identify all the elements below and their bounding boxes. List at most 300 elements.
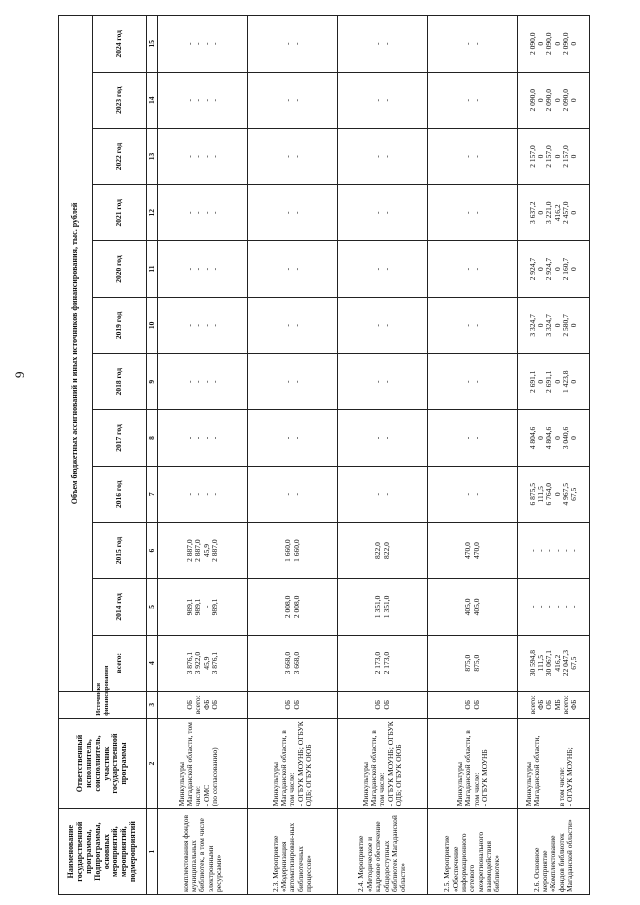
- header-source: Источники финансирования: [59, 691, 147, 718]
- budget-table: [58, 15, 590, 895]
- value-line: -: [373, 380, 383, 383]
- value-line: -: [185, 42, 194, 46]
- value-line: -: [291, 436, 301, 440]
- value-cell: [518, 635, 590, 691]
- value-line: 3 324,7: [527, 314, 537, 337]
- value-line: -: [201, 324, 211, 327]
- value-cell: [518, 354, 590, 410]
- column-number: 3: [147, 691, 158, 718]
- value-cell: [518, 466, 590, 522]
- value-line: -: [463, 211, 473, 215]
- value-cell: [158, 16, 248, 73]
- source-line: всего:: [527, 695, 537, 715]
- value-cell: [338, 466, 428, 522]
- value-line: -: [381, 436, 391, 440]
- value-cell: [248, 128, 338, 184]
- value-cell: [248, 241, 338, 297]
- value-line: 3 040,6: [560, 426, 570, 450]
- value-line: -: [373, 155, 383, 158]
- executor-cell: [158, 718, 248, 809]
- value-line: 4 804,6: [544, 426, 554, 450]
- value-cell: [158, 72, 248, 128]
- value-line: -: [471, 493, 481, 496]
- column-number: 8: [147, 410, 158, 466]
- value-line: 2 157,0: [544, 145, 554, 168]
- value-line: -: [193, 436, 203, 440]
- source-line: ФБ: [569, 699, 578, 710]
- value-line: 989,1: [185, 598, 194, 616]
- value-line: -: [471, 436, 481, 440]
- executor-line: Минкультуры Магаданской области, в том числе:: [360, 730, 387, 807]
- value-line: -: [463, 98, 473, 102]
- value-cell: [518, 297, 590, 353]
- value-line: 822,0: [381, 542, 391, 560]
- source-line: ОБ: [283, 699, 293, 710]
- value-line: 0: [552, 98, 562, 103]
- value-line: 2 457,0: [560, 201, 570, 225]
- value-line: 2 157,0: [560, 145, 570, 168]
- value-line: -: [185, 436, 194, 440]
- value-line: -: [373, 98, 383, 102]
- value-line: -: [283, 380, 293, 383]
- column-number: 5: [147, 579, 158, 635]
- value-cell: [428, 410, 518, 466]
- value-line: 2 691,1: [544, 370, 554, 393]
- value-cell: [428, 72, 518, 128]
- header-volume: Объем бюджетных ассигнований и иных источников финансирования, тыс. рублей: [59, 16, 93, 692]
- value-line: 2 090,0: [527, 88, 537, 112]
- source-line: ФБ: [536, 699, 545, 710]
- table-row: [158, 16, 248, 895]
- executor-line: - ОМС: [201, 784, 211, 807]
- header-year: 2022 год: [93, 128, 147, 184]
- value-line: -: [463, 493, 473, 496]
- value-cell: [248, 72, 338, 128]
- column-number: 1: [147, 809, 158, 895]
- value-line: -: [381, 493, 391, 496]
- value-line: -: [201, 98, 211, 102]
- value-line: -: [185, 380, 194, 383]
- value-line: -: [291, 380, 301, 383]
- executor-cell: [338, 718, 428, 809]
- source-line: всего:: [560, 695, 570, 715]
- column-number: 4: [147, 635, 158, 691]
- rotated-table-wrapper: [58, 15, 590, 895]
- value-cell: [428, 16, 518, 73]
- value-line: 2 157,0: [527, 145, 537, 168]
- value-line: -: [291, 211, 301, 215]
- value-cell: [248, 466, 338, 522]
- value-line: -: [283, 267, 293, 271]
- executor-line: [219, 721, 227, 807]
- value-line: -: [283, 493, 293, 496]
- value-line: -: [283, 211, 293, 215]
- value-line: 30 067,1: [544, 650, 554, 677]
- value-line: 2 090,0: [560, 32, 570, 56]
- value-line: 0: [569, 154, 578, 159]
- value-line: 0: [536, 379, 545, 384]
- value-line: -: [463, 436, 473, 440]
- value-cell: [158, 522, 248, 578]
- value-line: 0: [536, 210, 545, 215]
- value-line: 405,0: [471, 598, 481, 616]
- value-cell: [428, 354, 518, 410]
- value-line: -: [463, 324, 473, 327]
- value-line: -: [552, 549, 562, 552]
- value-line: -: [209, 155, 219, 158]
- value-line: -: [185, 98, 194, 102]
- executor-line: [574, 721, 582, 807]
- value-cell: [248, 579, 338, 635]
- value-line: 0: [536, 323, 545, 328]
- table-row: [518, 16, 590, 895]
- header-year: 2019 год: [93, 297, 147, 353]
- value-line: -: [201, 436, 211, 440]
- value-line: -: [381, 380, 391, 383]
- value-line: -: [193, 380, 203, 383]
- value-cell: [518, 579, 590, 635]
- value-line: -: [373, 324, 383, 327]
- column-number: 9: [147, 354, 158, 410]
- program-name-cell: 2.3. Мероприятие «Модернизация автоматизирован-ных библиотечных процессов»: [248, 809, 338, 895]
- value-line: 0: [552, 267, 562, 271]
- value-line: -: [201, 155, 211, 158]
- value-cell: [428, 128, 518, 184]
- header-executor: Ответственный исполнитель, соисполнитель, участник государственной программы: [59, 718, 147, 809]
- value-line: 0: [552, 379, 562, 384]
- value-cell: [338, 16, 428, 73]
- value-cell: [518, 185, 590, 241]
- source-line: ОБ: [209, 699, 219, 710]
- value-line: 2 173,0: [381, 651, 391, 675]
- value-line: -: [193, 42, 203, 46]
- executor-line: в том числе:: [556, 767, 566, 807]
- value-line: 111,5: [536, 486, 545, 503]
- value-line: -: [471, 42, 481, 46]
- value-line: 0: [569, 41, 578, 46]
- table-body: [158, 16, 590, 895]
- value-line: -: [193, 493, 203, 496]
- value-line: -: [381, 324, 391, 327]
- source-line: ОБ: [291, 699, 301, 710]
- value-line: -: [291, 267, 301, 271]
- value-cell: [158, 128, 248, 184]
- value-line: 0: [552, 323, 562, 328]
- value-line: 45,9: [201, 656, 211, 670]
- column-number: 13: [147, 128, 158, 184]
- value-cell: [338, 72, 428, 128]
- value-line: -: [209, 493, 219, 496]
- source-line: ОБ: [544, 699, 554, 710]
- value-line: 3 668,0: [291, 651, 301, 675]
- value-line: 875,0: [463, 654, 473, 672]
- value-line: -: [209, 267, 219, 271]
- column-numbers-row: [147, 16, 158, 895]
- value-line: 3 876,1: [209, 651, 219, 675]
- value-line: -: [283, 42, 293, 46]
- source-line: ОБ: [463, 699, 473, 710]
- value-line: 2 887,0: [185, 539, 194, 562]
- value-line: -: [201, 493, 211, 496]
- executor-cell: [428, 718, 518, 809]
- value-line: 2 090,0: [527, 32, 537, 56]
- value-line: 2 090,0: [544, 32, 554, 56]
- value-cell: [248, 16, 338, 73]
- value-line: -: [373, 267, 383, 271]
- column-number: 2: [147, 718, 158, 809]
- value-line: 2 008,0: [291, 595, 301, 619]
- column-number: 11: [147, 241, 158, 297]
- source-line: ОБ: [381, 699, 391, 710]
- value-line: -: [463, 267, 473, 271]
- value-line: 0: [552, 154, 562, 159]
- executor-line: - ОГБУК МОУНБ; ОГБУК ОДБ; ОГБУК ОЮБ: [385, 721, 403, 807]
- value-line: 2 173,0: [373, 651, 383, 675]
- value-line: 822,0: [373, 542, 383, 560]
- value-line: 470,0: [471, 542, 481, 560]
- value-line: 2 090,0: [560, 88, 570, 112]
- value-cell: [428, 297, 518, 353]
- value-line: 3 922,0: [193, 651, 203, 675]
- value-cell: [158, 354, 248, 410]
- source-cell: [518, 691, 590, 718]
- value-line: 2 090,0: [544, 88, 554, 112]
- value-line: 2 887,0: [193, 539, 203, 562]
- value-line: -: [381, 267, 391, 271]
- value-line: -: [185, 493, 194, 496]
- value-line: 3 221,0: [544, 201, 554, 225]
- value-line: 1 351,0: [381, 595, 391, 619]
- value-line: 0: [569, 436, 578, 440]
- header-year: 2015 год: [93, 522, 147, 578]
- value-line: 0: [536, 98, 545, 103]
- header-year: 2024 год: [93, 16, 147, 73]
- value-cell: [158, 410, 248, 466]
- value-cell: [248, 522, 338, 578]
- executor-line: Минкультуры Магаданской области, в том числе:: [455, 730, 481, 807]
- value-cell: [518, 128, 590, 184]
- value-line: 2 160,7: [560, 257, 570, 281]
- value-line: -: [381, 42, 391, 46]
- value-line: 989,1: [209, 598, 219, 616]
- table-row: [338, 16, 428, 895]
- header-year: 2023 год: [93, 72, 147, 128]
- value-line: -: [193, 98, 203, 102]
- value-line: 989,1: [193, 598, 203, 616]
- value-line: 22 047,3: [560, 650, 570, 677]
- source-line: ОБ: [471, 699, 481, 710]
- value-cell: [428, 635, 518, 691]
- value-line: -: [527, 605, 537, 609]
- value-line: -: [185, 211, 194, 215]
- value-line: -: [463, 155, 473, 158]
- source-line: ОБ: [185, 699, 194, 710]
- value-cell: [248, 635, 338, 691]
- value-line: 0: [569, 98, 578, 103]
- value-line: -: [201, 380, 211, 383]
- value-line: 875,0: [471, 654, 481, 672]
- value-cell: [518, 241, 590, 297]
- header-year: 2018 год: [93, 354, 147, 410]
- value-line: 0: [536, 154, 545, 159]
- column-number: 12: [147, 185, 158, 241]
- value-line: 0: [552, 41, 562, 46]
- value-line: -: [560, 605, 570, 609]
- value-line: -: [544, 549, 554, 552]
- executor-cell: [248, 718, 338, 809]
- value-line: -: [291, 324, 301, 327]
- value-line: -: [373, 211, 383, 215]
- value-line: 3 668,0: [283, 651, 293, 675]
- value-line: 0: [536, 267, 545, 271]
- value-line: -: [185, 324, 194, 327]
- value-line: -: [209, 42, 219, 46]
- value-line: -: [544, 605, 554, 609]
- value-line: -: [381, 211, 391, 215]
- value-line: -: [560, 549, 570, 552]
- source-line: ФБ: [201, 699, 211, 710]
- value-line: 67,5: [569, 656, 578, 670]
- executor-line: (по согласованию): [209, 747, 219, 807]
- value-cell: [338, 410, 428, 466]
- value-line: 111,5: [536, 655, 545, 672]
- value-cell: [158, 579, 248, 635]
- value-cell: [428, 241, 518, 297]
- value-line: -: [209, 380, 219, 383]
- source-line: всего:: [193, 695, 203, 715]
- header-year: 2020 год: [93, 241, 147, 297]
- executor-cell: [518, 718, 590, 809]
- value-line: 2 691,1: [527, 370, 537, 393]
- value-line: -: [193, 267, 203, 271]
- value-cell: [338, 297, 428, 353]
- value-line: -: [209, 211, 219, 215]
- value-line: 2 008,0: [283, 595, 293, 619]
- value-line: 0: [552, 436, 562, 440]
- value-line: 2 924,7: [544, 257, 554, 281]
- value-cell: [248, 354, 338, 410]
- value-line: -: [193, 211, 203, 215]
- value-line: 6 875,5: [527, 483, 537, 506]
- value-cell: [158, 297, 248, 353]
- value-line: -: [569, 549, 578, 552]
- value-line: 4 804,6: [527, 426, 537, 450]
- value-line: -: [201, 211, 211, 215]
- value-cell: [248, 410, 338, 466]
- table-row: [248, 16, 338, 895]
- value-line: -: [536, 605, 545, 609]
- value-line: 6 764,0: [544, 483, 554, 506]
- source-cell: [338, 691, 428, 718]
- value-line: 45,9: [201, 544, 211, 558]
- value-line: -: [185, 155, 194, 158]
- value-line: 2 887,0: [209, 539, 219, 562]
- value-line: -: [209, 324, 219, 327]
- value-line: -: [209, 98, 219, 102]
- value-cell: [518, 522, 590, 578]
- header-year: 2021 год: [93, 185, 147, 241]
- column-number: 14: [147, 72, 158, 128]
- value-line: -: [201, 42, 211, 46]
- value-line: -: [463, 380, 473, 383]
- executor-line: [541, 721, 549, 807]
- value-cell: [518, 410, 590, 466]
- source-cell: [428, 691, 518, 718]
- value-line: -: [381, 98, 391, 102]
- value-cell: [248, 297, 338, 353]
- executor-line: - ОГБУК МОУНБ: [479, 749, 489, 807]
- value-line: -: [283, 436, 293, 440]
- value-line: -: [527, 549, 537, 552]
- value-cell: [428, 522, 518, 578]
- value-line: -: [291, 42, 301, 46]
- column-number: 6: [147, 522, 158, 578]
- executor-line: Минкультуры Магаданской области, том числе:: [176, 722, 203, 807]
- value-line: -: [569, 605, 578, 609]
- table-row: [428, 16, 518, 895]
- source-cell: [158, 691, 248, 718]
- value-cell: [338, 354, 428, 410]
- value-line: 0: [569, 210, 578, 215]
- value-line: -: [193, 155, 203, 158]
- source-line: МБ: [552, 699, 562, 711]
- executor-line: - ОГАУК МОУНБ;: [564, 747, 574, 807]
- value-cell: [338, 128, 428, 184]
- column-number: 15: [147, 16, 158, 73]
- value-line: -: [471, 324, 481, 327]
- value-line: -: [291, 98, 301, 102]
- header-total: всего:: [93, 635, 147, 691]
- value-cell: [338, 635, 428, 691]
- value-cell: [338, 185, 428, 241]
- value-line: 67,5: [569, 487, 578, 501]
- value-cell: [338, 579, 428, 635]
- value-line: -: [209, 436, 219, 440]
- value-line: 4 967,5: [560, 483, 570, 506]
- program-name-cell: 2.4. Мероприятие «Методическое и кадровое обеспечение общедоступных библиотек Магаданской области»: [338, 809, 428, 895]
- value-line: 30 594,8: [527, 650, 537, 677]
- source-line: ОБ: [373, 699, 383, 710]
- value-cell: [158, 635, 248, 691]
- value-line: 0: [569, 267, 578, 271]
- value-line: 2 580,7: [560, 314, 570, 337]
- value-line: -: [185, 267, 194, 271]
- value-line: 2 924,7: [527, 257, 537, 281]
- value-line: 1 660,0: [291, 539, 301, 562]
- program-name-cell: 2.6. Основное мероприятие «Комплектование фондов библиотек Магаданской области»: [518, 809, 590, 895]
- program-name-cell: 2.5. Мероприятие «Обеспечение информационного сетевого межрегионального взаимодействия библиотек»: [428, 809, 518, 895]
- value-line: 3 637,2: [527, 201, 537, 225]
- value-line: -: [552, 605, 562, 609]
- value-cell: [158, 185, 248, 241]
- value-line: 0: [569, 323, 578, 328]
- executor-line: Минкультуры Магаданской области,: [523, 735, 541, 807]
- value-line: -: [373, 493, 383, 496]
- value-cell: [158, 241, 248, 297]
- value-line: -: [536, 549, 545, 552]
- value-line: -: [471, 380, 481, 383]
- value-line: 416,2: [552, 204, 562, 222]
- value-line: -: [463, 42, 473, 46]
- value-cell: [158, 466, 248, 522]
- value-line: -: [373, 436, 383, 440]
- value-cell: [428, 579, 518, 635]
- value-line: -: [373, 42, 383, 46]
- value-line: 1 423,8: [560, 370, 570, 393]
- value-line: -: [471, 98, 481, 102]
- value-line: 1 660,0: [283, 539, 293, 562]
- value-cell: [248, 185, 338, 241]
